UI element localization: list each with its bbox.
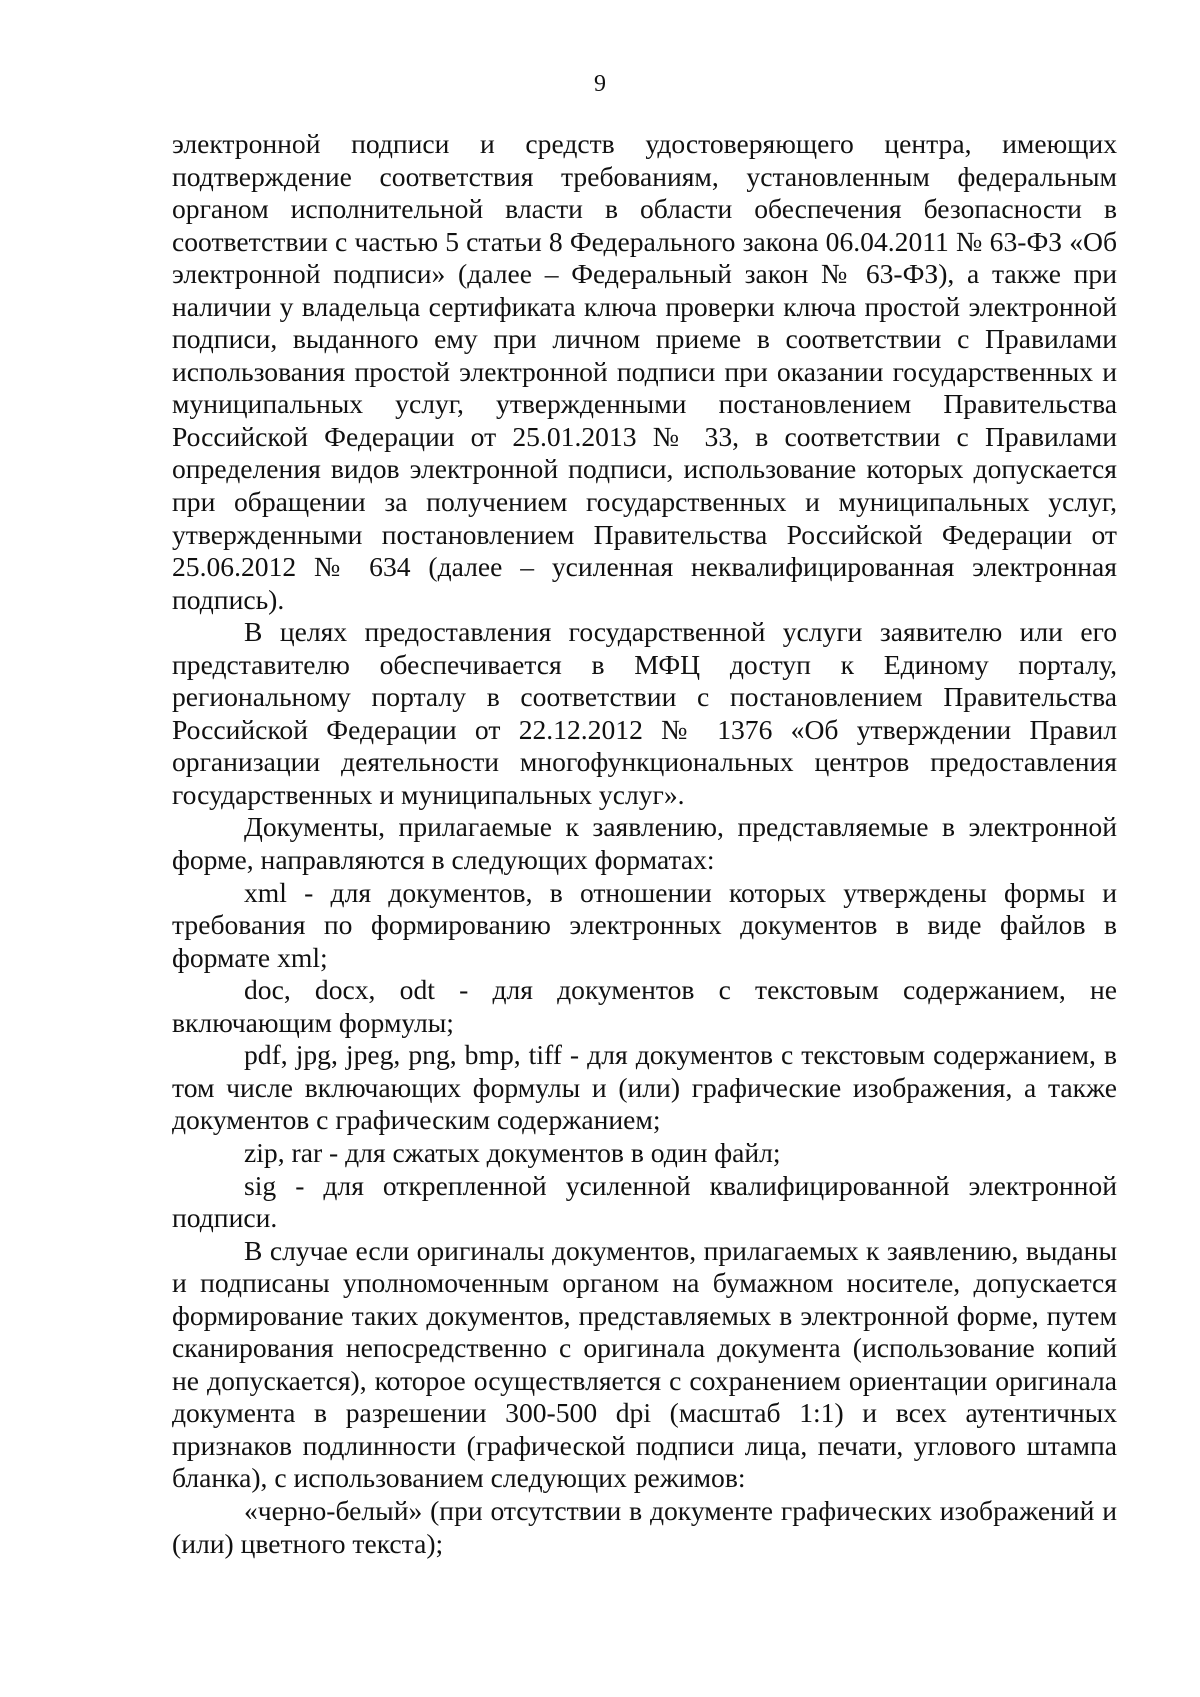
paragraph-9: В случае если оригиналы документов, прилагаемых к заявлению, выданы и подписаны уполномоченным органом на бумажном носителе, допускается формирование таких документов, представляемых в электронной форме, путем сканирования непосредственно с оригинала документа (использование копий не допускается), которое осуществляется с сохранением ориентации оригинала документа в разрешении 300-500 dpi (масштаб 1:1) и всех аутентичных признаков подлинности (графической подписи лица, печати, углового штампа бланка), с использованием следующих режимов: — [172, 1234, 1117, 1494]
paragraph-7: zip, rar - для сжатых документов в один файл; — [244, 1136, 781, 1168]
paragraph-1: электронной подписи и средств удостоверяющего центра, имеющих подтверждение соответствия требованиям, установленным федеральным органом исполнительной власти в области обеспечения безопасности в соответствии с частью 5 статьи 8 Федерального закона 06.04.2011 № 63-ФЗ «Об электронной подписи» (далее – Федеральный закон № 63-ФЗ), а также при наличии у владельца сертификата ключа проверки ключа простой электронной подписи, выданного ему при личном приеме в соответствии с Правилами использования простой электронной подписи при оказании государственных и муниципальных услуг, утвержденными постановлением Правительства Российской Федерации от 25.01.2013 № 33, в соответствии с Правилами определения видов электронной подписи, использование которых допускается при обращении за получением государственных и муниципальных услуг, утвержденными постановлением Правительства Российской Федерации от 25.06.2012 № 634 (далее – усиленная неквалифицированная электронная подпись). — [172, 128, 1117, 615]
paragraph-2: В целях предоставления государственной услуги заявителю или его представителю обеспечивается в МФЦ доступ к Единому порталу, региональному порталу в соответствии с постановлением Правительства Российской Федерации от 22.12.2012 № 1376 «Об утверждении Правил организации деятельности многофункциональных центров предоставления государственных и муниципальных услуг». — [172, 616, 1117, 810]
document-body — [172, 128, 1117, 1560]
paragraph-8: sig - для открепленной усиленной квалифицированной электронной подписи. — [172, 1169, 1117, 1234]
paragraph-3: Документы, прилагаемые к заявлению, представляемые в электронной форме, направляются в следующих форматах: — [172, 811, 1117, 876]
paragraph-6: pdf, jpg, jpeg, png, bmp, tiff - для документов с текстовым содержанием, в том числе включающих формулы и (или) графические изображения, а также документов с графическим содержанием; — [172, 1039, 1117, 1136]
paragraph-4: xml - для документов, в отношении которых утверждены формы и требования по формированию электронных документов в виде файлов в формате xml; — [172, 876, 1117, 973]
paragraph-5: doc, docx, odt - для документов с текстовым содержанием, не включающим формулы; — [172, 974, 1117, 1038]
paragraph-10: «черно-белый» (при отсутствии в документе графических изображений и (или) цветного текста); — [172, 1494, 1117, 1559]
page-number: 9 — [594, 71, 606, 97]
